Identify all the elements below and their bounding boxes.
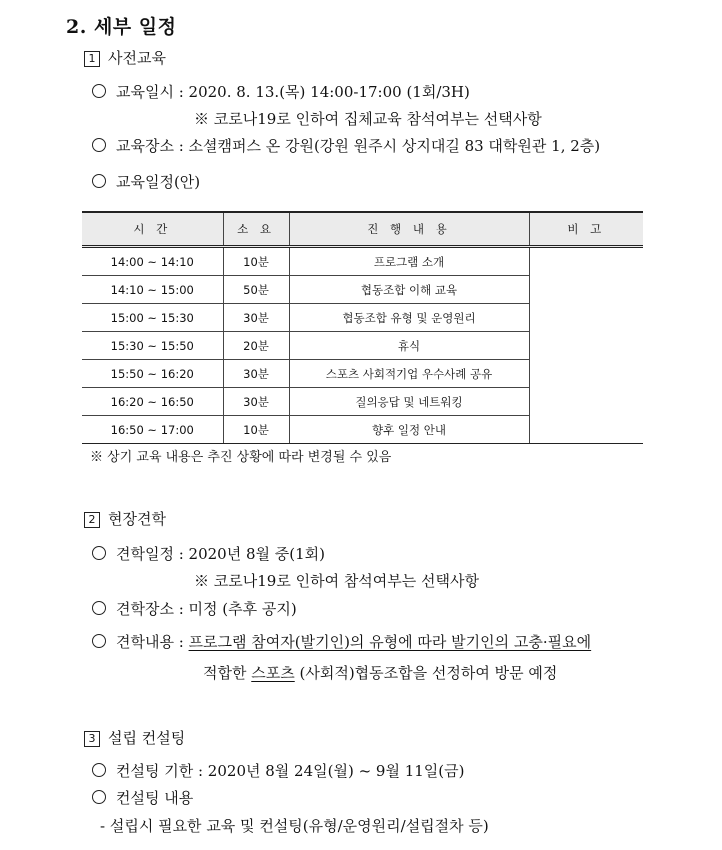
tour-date-note: ※ 코로나19로 인하여 참석여부는 선택사항 (194, 572, 480, 590)
consult-content-detail: - 설립시 필요한 교육 및 컨설팅(유형/운영원리/설립절차 등) (100, 817, 489, 835)
consult-period-text: 컨설팅 기한 : 2020년 8월 24일(월) ~ 9월 11일(금) (116, 762, 465, 780)
tour-content-line2-pre: 적합한 (203, 664, 252, 682)
cell-content: 휴식 (289, 332, 529, 360)
tour-content-prefix: 견학내용 : (116, 633, 189, 651)
section3-title (84, 727, 185, 748)
bullet-circle (92, 84, 106, 98)
tour-content-line1: 프로그램 참여자(발기인)의 유형에 따라 발기인의 고충·필요에 (188, 633, 592, 651)
cell-content: 프로그램 소개 (289, 247, 529, 276)
edu-plan (92, 171, 200, 192)
bullet-circle (92, 634, 106, 648)
tour-date (92, 543, 325, 564)
section3-number: 3 (84, 731, 100, 747)
cell-time: 14:00 ~ 14:10 (82, 247, 223, 276)
tour-date-text: 견학일정 : 2020년 8월 중(1회) (116, 545, 326, 563)
bullet-circle (92, 138, 106, 152)
bullet-circle (92, 790, 106, 804)
cell-duration: 10분 (223, 416, 289, 444)
section2-label: 현장견학 (108, 510, 166, 528)
section3-label: 설립 컨설팅 (108, 729, 186, 747)
cell-duration: 30분 (223, 388, 289, 416)
consult-period (92, 760, 465, 781)
cell-time: 15:50 ~ 16:20 (82, 360, 223, 388)
header-time: 시 간 (82, 212, 223, 247)
tour-content-line2-underline: 스포츠 (251, 664, 295, 682)
edu-place (92, 135, 600, 156)
cell-content: 협동조합 이해 교육 (289, 276, 529, 304)
edu-date-text: 교육일시 : 2020. 8. 13.(목) 14:00-17:00 (1회/3H) (116, 83, 470, 101)
cell-duration: 20분 (223, 332, 289, 360)
edu-date-note: ※ 코로나19로 인하여 집체교육 참석여부는 선택사항 (194, 110, 542, 128)
tour-place (92, 598, 297, 619)
cell-remark (529, 247, 643, 444)
cell-content: 질의응답 및 네트워킹 (289, 388, 529, 416)
cell-time: 16:50 ~ 17:00 (82, 416, 223, 444)
edu-place-text: 교육장소 : 소셜캠퍼스 온 강원(강원 원주시 상지대길 83 대학원관 1, 2층) (116, 137, 601, 155)
table-row (82, 247, 643, 276)
header-remark: 비 고 (529, 212, 643, 247)
tour-content-line2-post: (사회적)협동조합을 선정하여 방문 예정 (294, 664, 558, 682)
cell-time: 14:10 ~ 15:00 (82, 276, 223, 304)
cell-content: 협동조합 유형 및 운영원리 (289, 304, 529, 332)
section2-title (84, 508, 166, 529)
edu-plan-label: 교육일정(안) (116, 173, 201, 191)
cell-time: 15:00 ~ 15:30 (82, 304, 223, 332)
consult-content-label: 컨설팅 내용 (116, 789, 194, 807)
consult-content (92, 787, 193, 808)
cell-time: 15:30 ~ 15:50 (82, 332, 223, 360)
section1-title (84, 47, 166, 68)
header-duration: 소 요 (223, 212, 289, 247)
section1-label: 사전교육 (108, 49, 166, 67)
bullet-circle (92, 601, 106, 615)
cell-duration: 10분 (223, 247, 289, 276)
cell-time: 16:20 ~ 16:50 (82, 388, 223, 416)
tour-place-text: 견학장소 : 미정 (추후 공지) (116, 600, 297, 618)
table-note: ※ 상기 교육 내용은 추진 상황에 따라 변경될 수 있음 (90, 450, 392, 465)
schedule-table (82, 211, 643, 444)
section-heading: 2. 세부 일정 (66, 16, 177, 38)
table-header-row (82, 212, 643, 247)
header-content: 진 행 내 용 (289, 212, 529, 247)
section2-number: 2 (84, 512, 100, 528)
cell-duration: 30분 (223, 360, 289, 388)
cell-duration: 50분 (223, 276, 289, 304)
bullet-circle (92, 174, 106, 188)
tour-content (92, 631, 591, 652)
edu-date (92, 81, 470, 102)
bullet-circle (92, 546, 106, 560)
tour-content-cont (203, 662, 557, 683)
bullet-circle (92, 763, 106, 777)
cell-duration: 30분 (223, 304, 289, 332)
cell-content: 향후 일정 안내 (289, 416, 529, 444)
cell-content: 스포츠 사회적기업 우수사례 공유 (289, 360, 529, 388)
section1-number: 1 (84, 51, 100, 67)
